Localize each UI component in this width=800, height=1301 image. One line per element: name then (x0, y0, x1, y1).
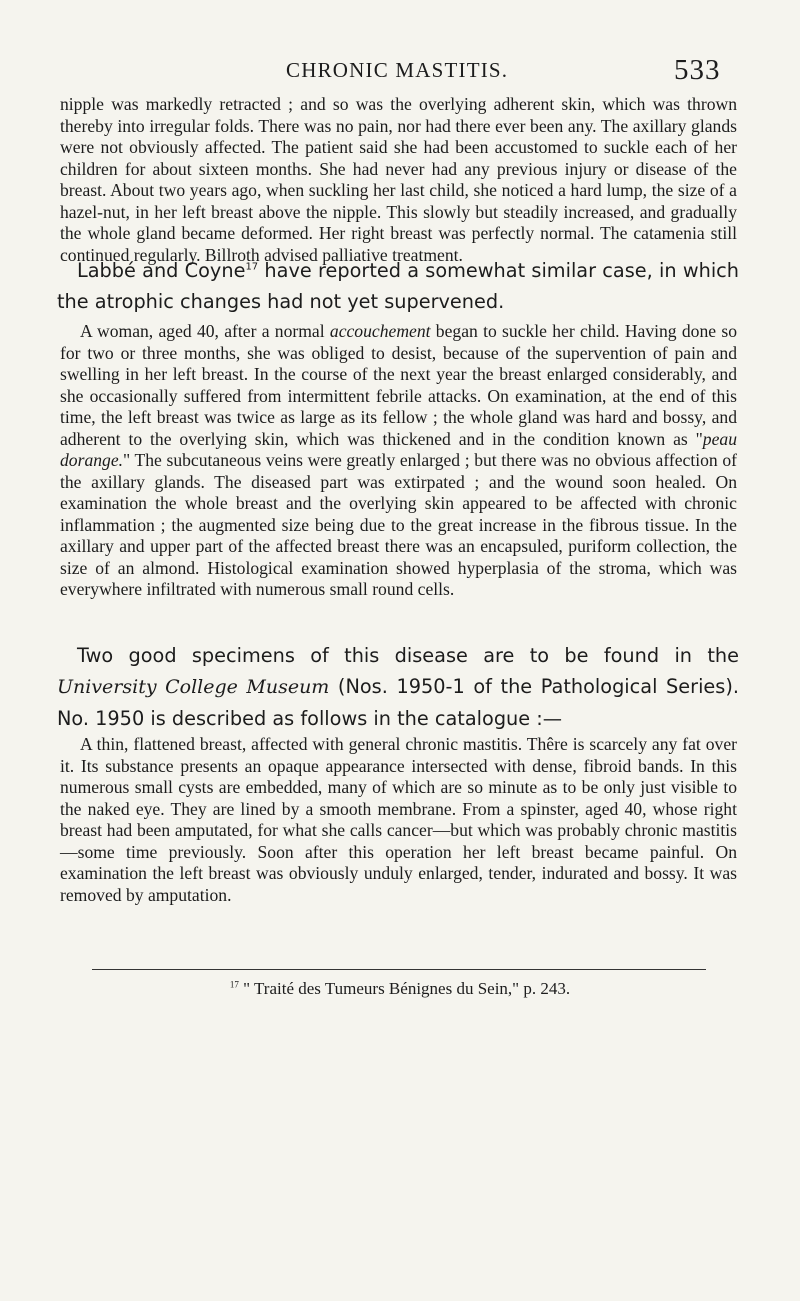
paragraph-museum-specimens (57, 640, 739, 734)
page-header (0, 54, 800, 94)
footnote (0, 979, 800, 999)
paragraph-text: nipple was markedly retracted ; and so was the overlying adherent skin, which was thrown thereby into irregular folds. There was no pain, nor had there ever been any. The axillary glands were not obviously affected. The patient said she had been accustomed to suckle each of her children for about sixteen months. She had never had any previous injury or disease of the breast. About two years ago, when suckling her last child, she noticed a hard lump, the size of a hazel-nut, in her left breast above the nipple. This slowly but steadily increased, and gradually the whole gland became deformed. Her right breast was perfectly normal. The catamenia still continued regularly. Billroth advised palliative treatment. (60, 94, 737, 265)
running-title: CHRONIC MASTITIS. (286, 58, 509, 82)
paragraph-case-report (60, 321, 737, 601)
italic-term: accouchement (329, 321, 431, 341)
paragraph-text: have reported a somewhat similar case, in which the atrophic changes had not yet supervened. (57, 259, 739, 313)
paragraph-text: A thin, flattened breast, affected with general chronic mastitis. Thêre is scarcely any fat over it. Its substance presents an opaque appearance intersected with dense, fibroid bands. In this numerous small cysts are embedded, many of which are so minute as to be only just visible to the naked eye. They are lined by a smooth membrane. From a spinster, aged 40, whose right breast had been amputated, for what she calls cancer—but which was probably chronic mastitis—some time previously. Soon after this operation her left breast became painful. On examination the left breast was obviously unduly enlarged, tender, indurated and bossy. It was removed by amputation. (60, 734, 737, 905)
paragraph-text: (Nos. 1950-1 of the Pathological Series). No. 1950 is described as follows in the catalogue :— (57, 675, 739, 730)
paragraph-text: A woman, aged 40, after a normal (80, 321, 330, 341)
footnote-number: 17 (229, 979, 239, 990)
footnote-reference: 17 (245, 261, 259, 273)
paragraph-text: Labbé and Coyne (77, 259, 246, 282)
paragraph-text: " The subcutaneous veins were greatly enlarged ; but there was no obvious affection of the axillary glands. The diseased part was extirpated ; and the wound soon healed. On examination the whole breast and the overlying skin appeared to be affected with chronic inflammation ; the augmented size being due to the great increase in the fibrous tissue. In the axillary and upper part of the affected breast there was an encapsuled, puriform collection, the size of an almond. Histological examination showed hyperplasia of the stroma, which was everywhere infiltrated with numerous small round cells. (60, 450, 737, 599)
paragraph-catalogue-description (60, 734, 737, 906)
italic-term: University College Museum (57, 676, 330, 698)
footnote-text: " Traité des Tumeurs Bénignes du Sein," p. 243. (238, 979, 571, 998)
paragraph-labbe-coyne (57, 255, 739, 317)
paragraph-case-continuation (60, 94, 737, 266)
footnote-divider (92, 969, 706, 970)
page-number: 533 (674, 54, 721, 86)
italic-term: peau dorange. (60, 428, 737, 470)
paragraph-text: began to suckle her child. Having done so for two or three months, she was obliged to desist, because of the supervention of pain and swelling in her left breast. In the course of the next year the breast enlarged considerably, and she occasionally suffered from intermittent febrile attacks. On examination, at the end of this time, the left breast was twice as large as its fellow ; the whole gland was hard and bossy, and adherent to the overlying skin, which was thickened and in the condition known as " (60, 321, 737, 449)
paragraph-text: Two good specimens of this disease are to be found in the (77, 644, 739, 667)
